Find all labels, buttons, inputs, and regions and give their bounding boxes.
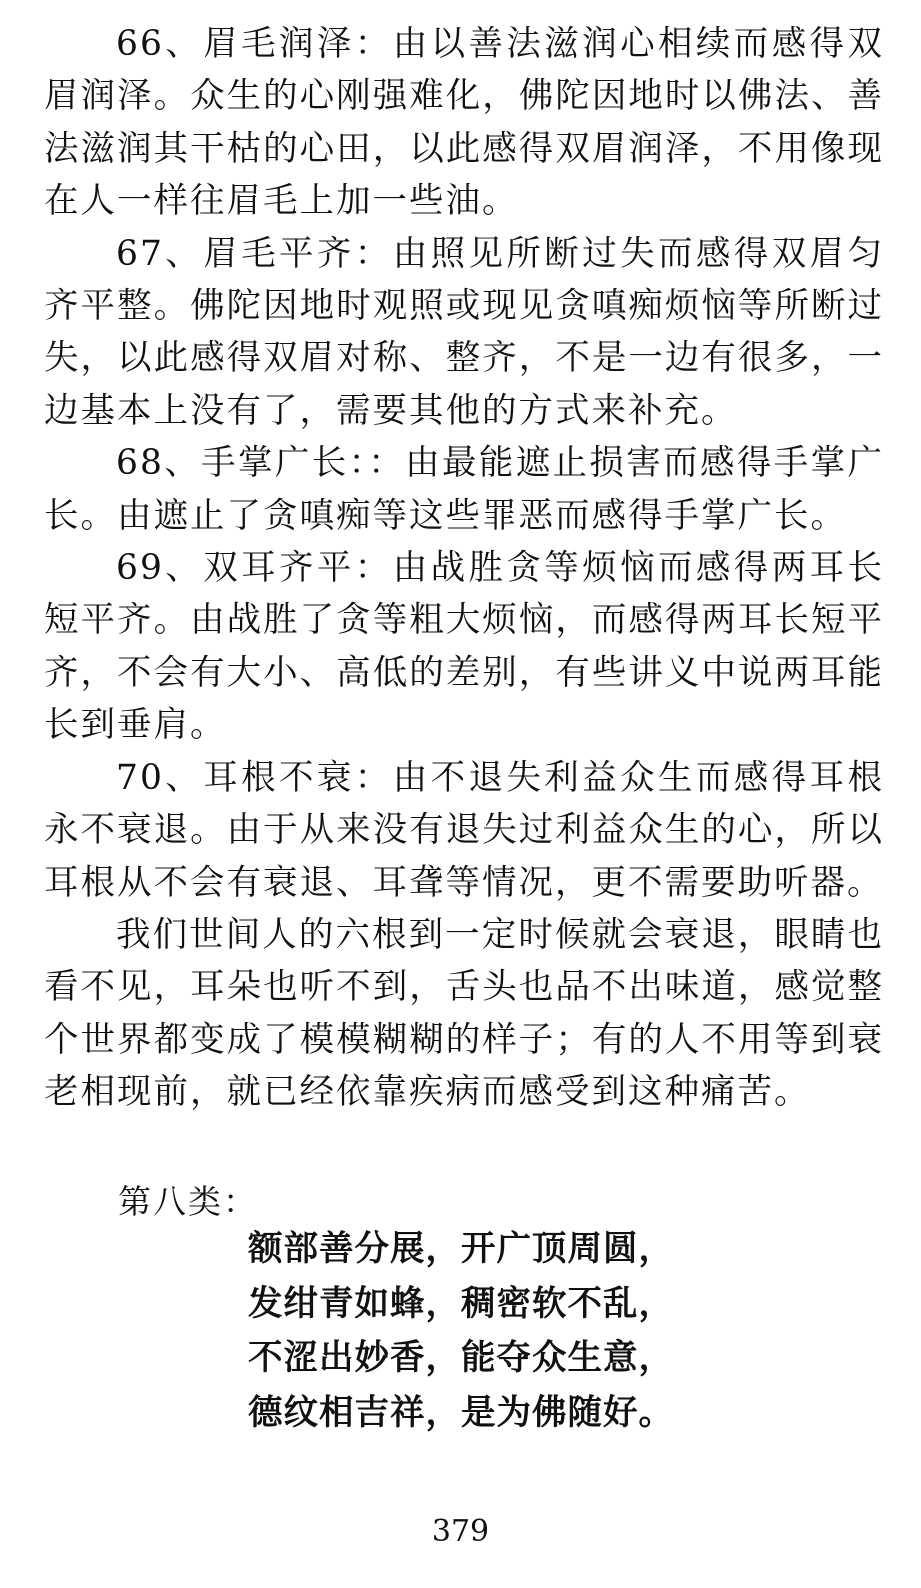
paragraph-66-eyebrows-moist: 66、眉毛润泽：由以善法滋润心相续而感得双眉润泽。众生的心刚强难化，佛陀因地时以佛法、善法滋润其干枯的心田，以此感得双眉润泽，不用像现在人一样往眉毛上加一些油。 [44, 24, 884, 222]
verse-line: 不涩出妙香，能夺众生意， [248, 1338, 674, 1378]
paragraph-67-eyebrows-even: 67、眉毛平齐：由照见所断过失而感得双眉匀齐平整。佛陀因地时观照或现见贪嗔痴烦恼等所断过失，以此感得双眉对称、整齐，不是一边有很多，一边基本上没有了，需要其他的方式来补充。 [44, 233, 884, 431]
verse-block [248, 1222, 708, 1440]
paragraph-68-palms-broad: 68、手掌广长：：由最能遮止损害而感得手掌广长。由遮止了贪嗔痴等这些罪恶而感得手掌广长。 [44, 443, 884, 536]
page-number: 379 [431, 1514, 490, 1549]
verse-line: 额部善分展，开广顶周圆， [248, 1229, 674, 1269]
paragraph-69-ears-even: 69、双耳齐平：由战胜贪等烦恼而感得两耳长短平齐。由战胜了贪等粗大烦恼，而感得两耳长短平齐，不会有大小、高低的差别，有些讲义中说两耳能长到垂肩。 [44, 548, 884, 746]
paragraph-70-ear-faculty: 70、耳根不衰：由不退失利益众生而感得耳根永不衰退。由于从来没有退失过利益众生的心，所以耳根从不会有衰退、耳聋等情况，更不需要助听器。 [44, 757, 884, 903]
verse-line: 德纹相吉祥，是为佛随好。 [248, 1392, 674, 1433]
body-text [44, 18, 884, 1119]
paragraph-six-faculties: 我们世间人的六根到一定时候就会衰退，眼睛也看不见，耳朵也听不到，舌头也品不出味道，感觉整个世界都变成了模模糊糊的样子；有的人不用等到衰老相现前，就已经依靠疾病而感受到这种痛苦。 [44, 914, 884, 1113]
section-label: 第八类： [118, 1182, 258, 1221]
verse-line: 发绀青如蜂，稠密软不乱， [248, 1283, 674, 1324]
